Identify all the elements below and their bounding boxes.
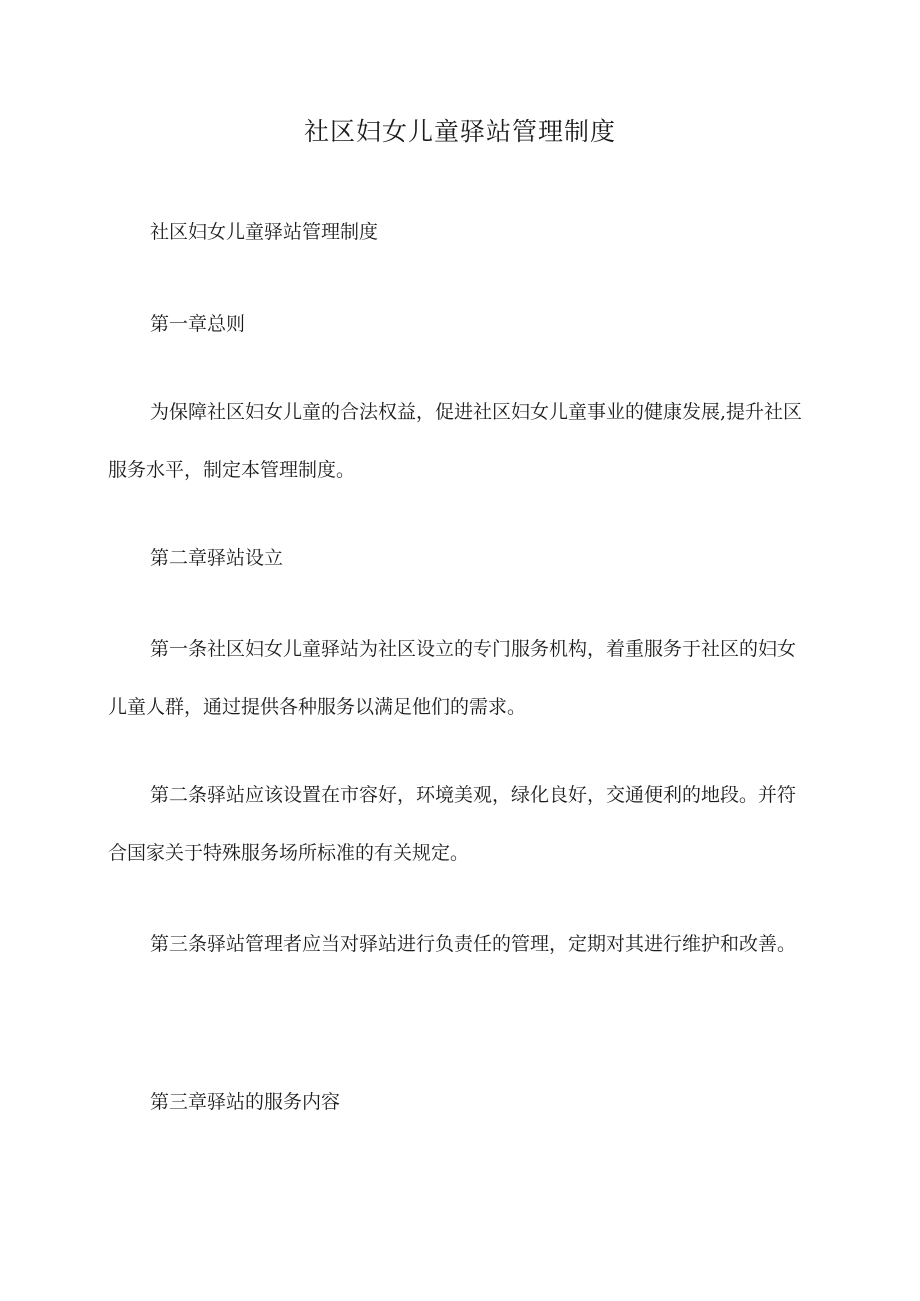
article-paragraph: 第二条驿站应该设置在市容好，环境美观，绿化良好，交通便利的地段。并符合国家关于特殊服务场所标准的有关规定。 [108, 784, 797, 864]
article-paragraph: 第一条社区妇女儿童驿站为社区设立的专门服务机构，着重服务于社区的妇女儿童人群，通过提供各种服务以满足他们的需求。 [108, 638, 797, 718]
body-paragraph: 为保障社区妇女儿童的合法权益，促进社区妇女儿童事业的健康发展,提升社区服务水平，制定本管理制度。 [108, 401, 803, 481]
article-paragraph: 第三条驿站管理者应当对驿站进行负责任的管理，定期对其进行维护和改善。 [150, 933, 797, 955]
subtitle-paragraph: 社区妇女儿童驿站管理制度 [150, 221, 379, 243]
document-title: 社区妇女儿童驿站管理制度 [303, 117, 616, 146]
chapter-heading: 第一章总则 [150, 313, 246, 335]
chapter-heading: 第三章驿站的服务内容 [150, 1091, 341, 1113]
chapter-heading: 第二章驿站设立 [150, 547, 284, 569]
